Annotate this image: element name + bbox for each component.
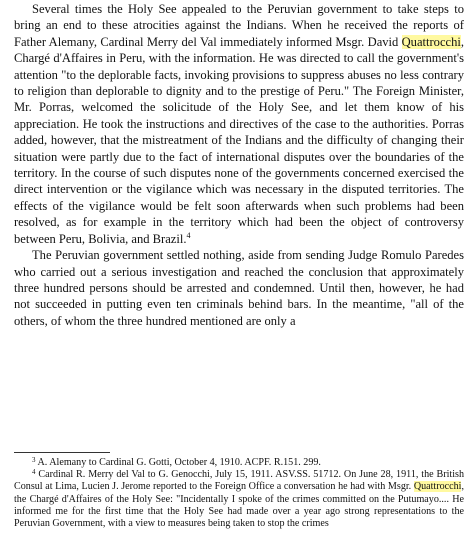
main-text xyxy=(14,1,464,329)
paragraph-1 xyxy=(14,1,464,247)
footnote-4-number: 4 xyxy=(32,468,36,477)
highlighted-name-footnote: Quattrocchi xyxy=(413,481,462,493)
footnote-4 xyxy=(14,469,464,530)
footnote-divider xyxy=(14,452,110,453)
footnote-3-number: 3 xyxy=(32,456,36,464)
footnote-4-text-b: , the Chargé d'Affaires of the Holy See: "Incidentally I spoke of the crimes committed on the Putumayo.... He informed me for the first time that the Holy See had made over a year ago strong representations to the Peruvian Government, with a view to measures being taken to stop the crimes xyxy=(14,481,464,530)
footnotes xyxy=(14,457,464,530)
highlighted-name: Quattrocchi xyxy=(401,34,461,49)
paragraph-2: The Peruvian government settled nothing, aside from sending Judge Romulo Paredes who carried out a serious investigation and reached the conclusion that approximately three hundred persons should be arrested and condemned. Until then, however, he had not succeeded in putting even ten criminals behind bars. In the meantime, "all of the others, of whom the three hundred mentioned are only a xyxy=(14,248,464,328)
footnote-ref-4[interactable]: 4 xyxy=(186,230,191,240)
footnote-4-text-a: Cardinal R. Merry del Val to G. Genocchi, July 15, 1911. ASV.SS. 51712. On June 28, 1911, the British Consul at Lima, Lucien J. Jerome reported to the Foreign Office a conversation he had with Msgr. xyxy=(14,469,465,493)
footnote-3-text: A. Alemany to Cardinal G. Gotti, October 4, 1910. ACPF. R.151. 299. xyxy=(37,457,321,468)
paragraph-1-text-a: Several times the Holy See appealed to the Peruvian government to take steps to bring an end to these atrocities against the Indians. When he received the reports of Father Alemany, Cardinal Merry del Val immediately informed Msgr. David xyxy=(14,2,464,49)
paragraph-1-text-b: , Chargé d'Affaires in Peru, with the information. He was directed to call the government's attention "to the deplorable facts, invoking provisions to suppress abuses no less contrary to religion than deplorable to dignity and to the prestige of Peru." The Foreign Minister, Mr. Porras, welcomed the solicitude of the Holy See, and let them know of his appreciation. He took the instructions and directives of the case to the authorities. Porras added, however, that the mistreatment of the Indians and the difficulty of changing their situation were partly due to the fact of international disputes over the boundaries of the territory. In the course of such disputes none of the governments concerned exercised the direct intervention or the vigilance which was necessary in the disputed territories. The effects of the vigilance would be felt soon afterwards when such problems had been resolved, as for example in the territory which had been the object of controversy between Peru, Bolivia, and Brazil. xyxy=(14,34,464,246)
footnote-3 xyxy=(14,457,464,469)
